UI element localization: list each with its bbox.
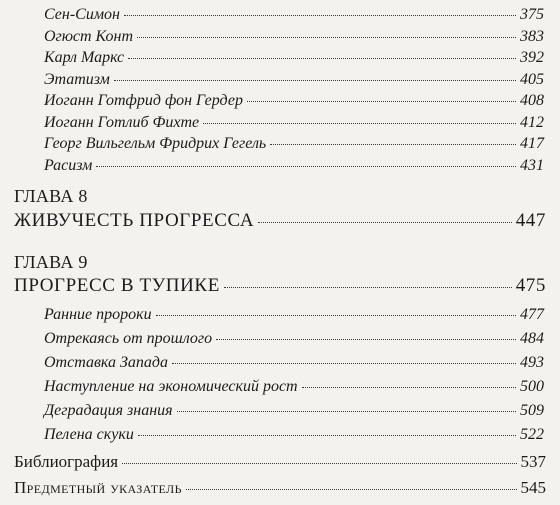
bibliography-label: Библиография [14, 452, 119, 471]
toc-entry[interactable] [44, 157, 544, 175]
toc-entry-label: Отрекаясь от прошлого [44, 330, 213, 347]
index-entry[interactable] [14, 478, 546, 498]
leader-dots [216, 339, 516, 340]
toc-entry-page: 417 [520, 135, 544, 152]
toc-entry-page: 493 [520, 354, 544, 371]
toc-entry[interactable] [44, 306, 544, 324]
chapter-8-entry[interactable] [14, 210, 546, 232]
leader-dots [172, 363, 516, 364]
leader-dots [186, 489, 517, 490]
chapter-9-label: ГЛАВА 9 [14, 252, 88, 272]
chapter-9-title: ПРОГРЕСС В ТУПИКЕ [14, 275, 220, 296]
leader-dots [96, 166, 516, 167]
toc-entry-page: 522 [520, 426, 544, 443]
leader-dots [137, 37, 516, 38]
toc-entry[interactable] [44, 114, 544, 132]
toc-entry-label: Деградация знания [44, 402, 173, 419]
toc-entry-label: Карл Маркс [44, 49, 125, 66]
index-page: 545 [520, 478, 546, 497]
leader-dots [247, 101, 516, 102]
leader-dots [302, 387, 516, 388]
leader-dots [128, 58, 516, 59]
leader-dots [270, 144, 516, 145]
leader-dots [124, 15, 516, 16]
toc-entry[interactable] [44, 426, 544, 444]
leader-dots [138, 435, 516, 436]
toc-entry-page: 484 [520, 330, 544, 347]
toc-entry-page: 408 [520, 92, 544, 109]
toc-entry-page: 383 [520, 27, 544, 45]
leader-dots [258, 222, 512, 223]
toc-entry[interactable] [44, 49, 544, 67]
toc-entry-label: Этатизм [44, 70, 110, 88]
chapter-9-entry[interactable] [14, 275, 546, 297]
toc-entry[interactable] [44, 71, 544, 89]
toc-entry[interactable] [44, 378, 544, 396]
toc-entry-label: Расизм [44, 156, 93, 174]
toc-entry[interactable] [44, 6, 544, 24]
toc-entry-label: Пелена скуки [44, 426, 134, 443]
toc-entry-label: Отставка Запада [44, 354, 169, 371]
leader-dots [177, 411, 516, 412]
toc-entry[interactable] [44, 92, 544, 110]
chapter-9-page: 475 [515, 275, 546, 296]
toc-entry[interactable] [44, 330, 544, 348]
leader-dots [203, 123, 516, 124]
leader-dots [224, 287, 512, 288]
toc-entry-label: Иоганн Готлиб Фихте [44, 113, 200, 131]
toc-entry-label: Георг Вильгельм Фридрих Гегель [44, 135, 267, 152]
toc-entry-label: Иоганн Готфрид фон Гердер [44, 92, 243, 109]
toc-entry[interactable] [44, 135, 544, 153]
leader-dots [114, 80, 516, 81]
toc-entry[interactable] [44, 354, 544, 372]
bibliography-entry[interactable] [14, 452, 546, 472]
chapter-8-title: ЖИВУЧЕСТЬ ПРОГРЕССА [14, 210, 255, 231]
leader-dots [122, 463, 516, 464]
toc-entry-page: 500 [520, 378, 544, 395]
toc-entry-page: 509 [520, 402, 544, 419]
toc-entry-page: 375 [520, 6, 544, 23]
index-label: Предметный указатель [14, 478, 182, 497]
toc-entry-label: Сен-Симон [44, 6, 120, 23]
toc-entry[interactable] [44, 402, 544, 420]
toc-entry-page: 412 [520, 113, 544, 131]
leader-dots [156, 315, 516, 316]
toc-entry-page: 477 [520, 306, 544, 323]
toc-entry-label: Наступление на экономический рост [44, 378, 298, 395]
bibliography-page: 537 [520, 452, 546, 471]
toc-entry-page: 405 [520, 70, 544, 88]
chapter-8-label: ГЛАВА 8 [14, 186, 88, 206]
toc-entry-page: 431 [520, 156, 544, 174]
toc-entry-label: Ранние пророки [44, 306, 152, 323]
chapter-8-page: 447 [515, 210, 546, 231]
toc-entry-page: 392 [520, 49, 544, 66]
toc-entry-label: Огюст Конт [44, 27, 134, 45]
toc-entry[interactable] [44, 28, 544, 46]
